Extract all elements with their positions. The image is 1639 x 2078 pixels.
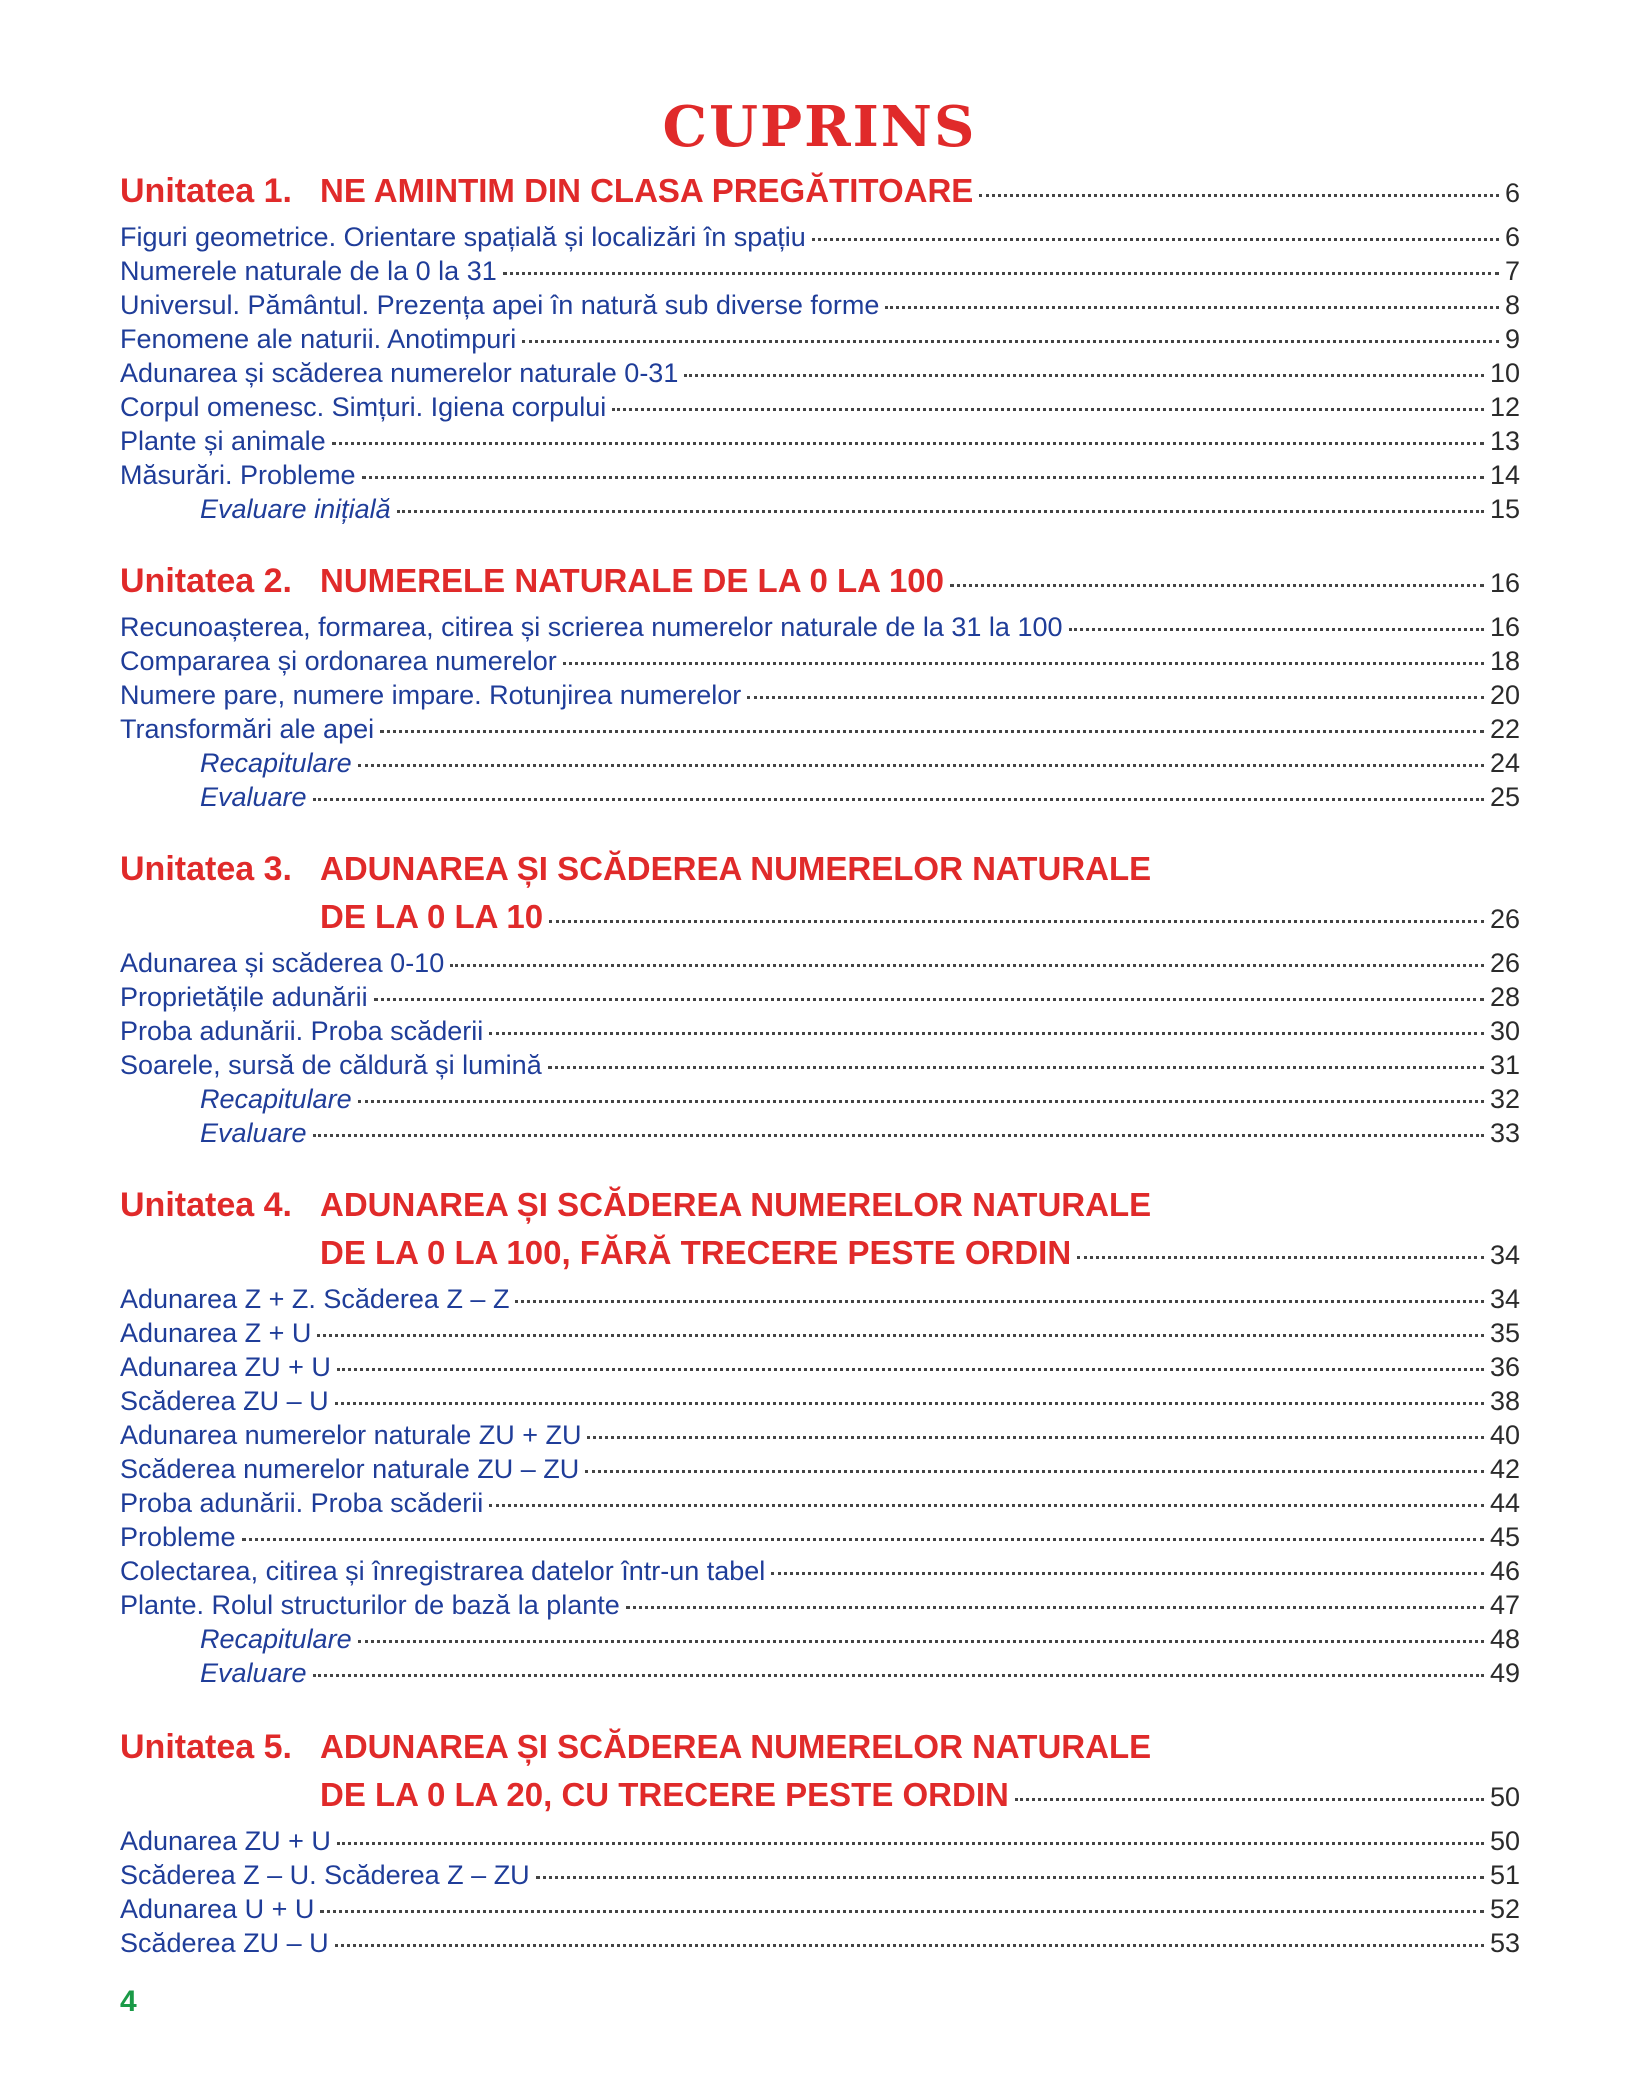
unit-heading: NE AMINTIM DIN CLASA PREGĂTITOARE — [320, 172, 974, 209]
leader-dots — [320, 1910, 1484, 1913]
leader-dots — [317, 1334, 1484, 1337]
toc-item[interactable] — [120, 680, 1520, 711]
page-ref: 13 — [1489, 426, 1520, 456]
page-ref: 18 — [1489, 646, 1520, 676]
unit-heading: DE LA 0 LA 20, CU TRECERE PESTE ORDIN — [320, 1776, 1009, 1813]
toc-item[interactable] — [120, 426, 1520, 457]
toc-item-title: Colectarea, citirea și înregistrarea datelor într-un tabel — [120, 1556, 766, 1586]
page-ref: 36 — [1489, 1352, 1520, 1382]
leader-dots — [1077, 1256, 1484, 1259]
toc-item-title: Figuri geometrice. Orientare spațială și localizări în spațiu — [120, 222, 806, 252]
leader-dots — [612, 408, 1484, 411]
page-ref: 26 — [1489, 948, 1520, 978]
leader-dots — [242, 1538, 1484, 1541]
toc-item[interactable] — [120, 1352, 1520, 1383]
toc-item-title: Proprietățile adunării — [120, 982, 368, 1012]
toc-item[interactable] — [120, 982, 1520, 1013]
page-ref: 24 — [1489, 748, 1520, 778]
toc-item[interactable] — [120, 1826, 1520, 1857]
leader-dots — [548, 1066, 1484, 1069]
unit-heading: DE LA 0 LA 10 — [320, 898, 544, 935]
toc-item-title: Plante și animale — [120, 426, 326, 456]
leader-dots — [335, 1944, 1484, 1947]
leader-dots — [374, 998, 1484, 1001]
leader-dots — [335, 1402, 1484, 1405]
leader-dots — [585, 1470, 1484, 1473]
toc-item-title: Numerele naturale de la 0 la 31 — [120, 256, 497, 286]
unit-heading-row[interactable] — [320, 898, 1520, 936]
leader-dots — [563, 662, 1484, 665]
toc-item-title: Universul. Pământul. Prezența apei în natură sub diverse forme — [120, 290, 880, 320]
leader-dots — [313, 798, 1484, 801]
unit-heading-row[interactable] — [320, 172, 1520, 210]
page-ref: 35 — [1489, 1318, 1520, 1348]
leader-dots — [358, 1640, 1484, 1643]
leader-dots — [515, 1300, 1484, 1303]
toc-item[interactable] — [120, 1050, 1520, 1081]
leader-dots — [771, 1572, 1484, 1575]
leader-dots — [362, 476, 1484, 479]
toc-item-title: Adunarea ZU + U — [120, 1352, 331, 1382]
toc-item[interactable] — [120, 1386, 1520, 1417]
toc-item-title: Proba adunării. Proba scăderii — [120, 1016, 484, 1046]
toc-item-title: Probleme — [120, 1522, 236, 1552]
toc-item[interactable] — [120, 1894, 1520, 1925]
page-ref: 44 — [1489, 1488, 1520, 1518]
toc-item[interactable] — [120, 290, 1520, 321]
page-ref: 53 — [1489, 1928, 1520, 1958]
leader-dots — [358, 1100, 1484, 1103]
toc-item[interactable] — [120, 1928, 1520, 1959]
page-ref: 48 — [1489, 1624, 1520, 1654]
toc-item-title: Măsurări. Probleme — [120, 460, 356, 490]
toc-item-title: Evaluare — [200, 1658, 307, 1688]
unit-label: Unitatea 3. — [120, 850, 292, 888]
leader-dots — [503, 272, 1499, 275]
leader-dots — [358, 764, 1484, 767]
leader-dots — [979, 194, 1499, 197]
unit-label: Unitatea 2. — [120, 562, 292, 600]
leader-dots — [332, 442, 1484, 445]
toc-item[interactable] — [120, 1420, 1520, 1451]
toc-item-title: Adunarea U + U — [120, 1894, 315, 1924]
toc-item-title: Recunoașterea, formarea, citirea și scrierea numerelor naturale de la 31 la 100 — [120, 612, 1063, 642]
toc-item-title: Recapitulare — [200, 1084, 352, 1114]
page-ref: 12 — [1489, 392, 1520, 422]
toc-item-recap[interactable] — [200, 748, 1520, 779]
page-ref: 31 — [1489, 1050, 1520, 1080]
toc-item-title: Evaluare — [200, 1118, 307, 1148]
leader-dots — [337, 1842, 1484, 1845]
page-ref: 32 — [1489, 1084, 1520, 1114]
toc-item-title: Scăderea ZU – U — [120, 1928, 329, 1958]
toc-item[interactable] — [120, 222, 1520, 253]
unit-heading-line1: ADUNAREA ȘI SCĂDEREA NUMERELOR NATURALE — [320, 850, 1152, 887]
page-number: 4 — [120, 1985, 137, 2018]
unit-heading: NUMERELE NATURALE DE LA 0 LA 100 — [320, 562, 945, 599]
toc-item-title: Adunarea Z + Z. Scăderea Z – Z — [120, 1284, 510, 1314]
toc-item-title: Transformări ale apei — [120, 714, 375, 744]
leader-dots — [950, 584, 1484, 587]
toc-item-title: Scăderea Z – U. Scăderea Z – ZU — [120, 1860, 530, 1890]
toc-item-title: Numere pare, numere impare. Rotunjirea numerelor — [120, 680, 742, 710]
page-ref: 6 — [1504, 222, 1520, 252]
page-ref: 46 — [1489, 1556, 1520, 1586]
page-ref: 26 — [1489, 904, 1520, 934]
toc-item-title: Evaluare inițială — [200, 494, 391, 524]
page-ref: 25 — [1489, 782, 1520, 812]
page-ref: 49 — [1489, 1658, 1520, 1688]
page-ref: 38 — [1489, 1386, 1520, 1416]
toc-item-title: Scăderea numerelor naturale ZU – ZU — [120, 1454, 580, 1484]
page-ref: 14 — [1489, 460, 1520, 490]
page-ref: 47 — [1489, 1590, 1520, 1620]
leader-dots — [536, 1876, 1484, 1879]
leader-dots — [747, 696, 1484, 699]
leader-dots — [397, 510, 1484, 513]
toc-item-title: Evaluare — [200, 782, 307, 812]
leader-dots — [313, 1674, 1484, 1677]
toc-item[interactable] — [120, 1318, 1520, 1349]
toc-item[interactable] — [120, 612, 1520, 643]
leader-dots — [626, 1606, 1484, 1609]
toc-item[interactable] — [120, 1590, 1520, 1621]
toc-item-title: Adunarea ZU + U — [120, 1826, 331, 1856]
leader-dots — [885, 306, 1499, 309]
toc-item-title: Recapitulare — [200, 1624, 352, 1654]
toc-item[interactable] — [120, 392, 1520, 423]
leader-dots — [684, 374, 1484, 377]
toc-item[interactable] — [120, 1454, 1520, 1485]
page-ref: 50 — [1489, 1782, 1520, 1812]
toc-item-evaluation[interactable] — [200, 782, 1520, 813]
page-ref: 9 — [1504, 324, 1520, 354]
leader-dots — [489, 1032, 1484, 1035]
toc-item[interactable] — [120, 256, 1520, 287]
unit-heading-line1: ADUNAREA ȘI SCĂDEREA NUMERELOR NATURALE — [320, 1186, 1152, 1223]
page-ref: 50 — [1489, 1826, 1520, 1856]
toc-item[interactable] — [120, 1016, 1520, 1047]
toc-item-title: Plante. Rolul structurilor de bază la plante — [120, 1590, 620, 1620]
toc-item[interactable] — [120, 460, 1520, 491]
unit-heading-row[interactable] — [320, 1776, 1520, 1814]
toc-item-title: Adunarea și scăderea 0-10 — [120, 948, 445, 978]
toc-item-evaluation[interactable] — [200, 1658, 1520, 1689]
toc-item[interactable] — [120, 1488, 1520, 1519]
page-ref: 16 — [1489, 612, 1520, 642]
leader-dots — [380, 730, 1484, 733]
leader-dots — [337, 1368, 1484, 1371]
leader-dots — [489, 1504, 1484, 1507]
page-ref: 45 — [1489, 1522, 1520, 1552]
page-ref: 34 — [1489, 1240, 1520, 1270]
page-ref: 6 — [1504, 178, 1520, 208]
unit-heading: DE LA 0 LA 100, FĂRĂ TRECERE PESTE ORDIN — [320, 1234, 1072, 1271]
page-ref: 30 — [1489, 1016, 1520, 1046]
unit-heading-line1: ADUNAREA ȘI SCĂDEREA NUMERELOR NATURALE — [320, 1728, 1152, 1765]
toc-item-title: Recapitulare — [200, 748, 352, 778]
leader-dots — [587, 1436, 1483, 1439]
page-ref: 28 — [1489, 982, 1520, 1012]
toc-item-title: Corpul omenesc. Simțuri. Igiena corpului — [120, 392, 607, 422]
unit-label: Unitatea 4. — [120, 1186, 292, 1224]
toc-item[interactable] — [120, 1860, 1520, 1891]
unit-label: Unitatea 5. — [120, 1728, 292, 1766]
page-ref: 22 — [1489, 714, 1520, 744]
toc-item-title: Scăderea ZU – U — [120, 1386, 329, 1416]
toc-item-title: Compararea și ordonarea numerelor — [120, 646, 557, 676]
toc-item-evaluation[interactable] — [200, 1118, 1520, 1149]
toc-item[interactable] — [120, 324, 1520, 355]
toc-item[interactable] — [120, 1522, 1520, 1553]
leader-dots — [1015, 1798, 1484, 1801]
unit-label: Unitatea 1. — [120, 172, 292, 210]
toc-item-title: Adunarea și scăderea numerelor naturale 0-31 — [120, 358, 679, 388]
leader-dots — [1069, 628, 1484, 631]
toc-item-recap[interactable] — [200, 1084, 1520, 1115]
toc-item-title: Fenomene ale naturii. Anotimpuri — [120, 324, 517, 354]
toc-item-title: Adunarea numerelor naturale ZU + ZU — [120, 1420, 582, 1450]
toc-item[interactable] — [120, 646, 1520, 677]
page-title: CUPRINS — [662, 94, 977, 160]
page-ref: 40 — [1489, 1420, 1520, 1450]
page-ref: 20 — [1489, 680, 1520, 710]
leader-dots — [549, 920, 1484, 923]
toc-item[interactable] — [120, 358, 1520, 389]
toc-item-title: Adunarea Z + U — [120, 1318, 312, 1348]
toc-item-title: Soarele, sursă de căldură și lumină — [120, 1050, 542, 1080]
toc-item[interactable] — [120, 714, 1520, 745]
toc-item-evaluation[interactable] — [200, 494, 1520, 525]
unit-heading-row[interactable] — [320, 562, 1520, 600]
unit-heading-row[interactable] — [320, 1234, 1520, 1272]
page-ref: 51 — [1489, 1860, 1520, 1890]
page-ref: 42 — [1489, 1454, 1520, 1484]
toc-item-recap[interactable] — [200, 1624, 1520, 1655]
page-ref: 16 — [1489, 568, 1520, 598]
page-ref: 10 — [1489, 358, 1520, 388]
page-ref: 8 — [1504, 290, 1520, 320]
toc-item-title: Proba adunării. Proba scăderii — [120, 1488, 484, 1518]
page-ref: 33 — [1489, 1118, 1520, 1148]
page-ref: 15 — [1489, 494, 1520, 524]
leader-dots — [812, 238, 1499, 241]
toc-item[interactable] — [120, 948, 1520, 979]
page-ref: 52 — [1489, 1894, 1520, 1924]
leader-dots — [522, 340, 1499, 343]
toc-item[interactable] — [120, 1556, 1520, 1587]
leader-dots — [450, 964, 1484, 967]
page-ref: 7 — [1504, 256, 1520, 286]
leader-dots — [313, 1134, 1484, 1137]
toc-item[interactable] — [120, 1284, 1520, 1315]
page-ref: 34 — [1489, 1284, 1520, 1314]
